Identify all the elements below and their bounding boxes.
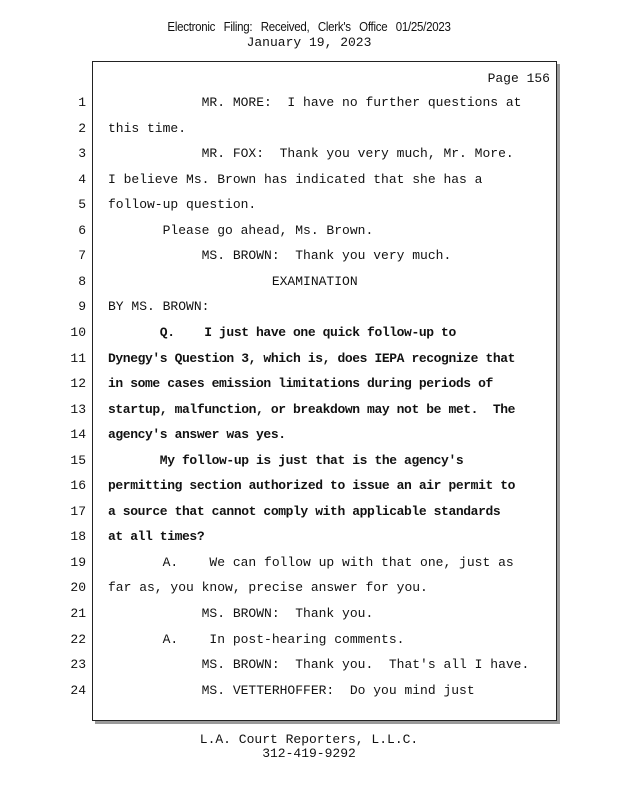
line-number: 14	[70, 427, 86, 442]
footer-phone: 312-419-9292	[262, 746, 356, 761]
line-number: 21	[70, 606, 86, 621]
line-number: 24	[70, 683, 86, 698]
transcript-line: Please go ahead, Ms. Brown.	[108, 223, 374, 238]
line-number: 4	[78, 172, 86, 187]
transcript-line: A. In post-hearing comments.	[108, 632, 405, 647]
line-number: 16	[70, 478, 86, 493]
filing-stamp: Electronic Filing: Received, Clerk's Office 01/25/2023	[167, 20, 451, 34]
line-number: 8	[78, 274, 86, 289]
transcript-line: My follow-up is just that is the agency's	[108, 453, 464, 468]
transcript-line: a source that cannot comply with applicable standards	[108, 504, 501, 519]
line-number: 7	[78, 248, 86, 263]
transcript-line: agency's answer was yes.	[108, 427, 286, 442]
page-number: Page 156	[487, 71, 550, 86]
transcript-line: MS. BROWN: Thank you.	[108, 606, 374, 621]
transcript-line: follow-up question.	[108, 197, 257, 212]
line-number: 19	[70, 555, 86, 570]
line-number: 10	[70, 325, 86, 340]
transcript-line: I believe Ms. Brown has indicated that she has a	[108, 172, 483, 187]
transcript-line: in some cases emission limitations during periods of	[108, 376, 493, 391]
line-number: 23	[70, 657, 86, 672]
footer-company: L.A. Court Reporters, L.L.C.	[199, 732, 419, 747]
line-number: 2	[78, 121, 86, 136]
line-number: 17	[70, 504, 86, 519]
line-number: 6	[78, 223, 86, 238]
transcript-line: Q. I just have one quick follow-up to	[108, 325, 456, 340]
transcript-line: BY MS. BROWN:	[108, 299, 210, 314]
transcript-line: MS. VETTERHOFFER: Do you mind just	[108, 683, 475, 698]
line-number: 5	[78, 197, 86, 212]
line-number: 15	[70, 453, 86, 468]
transcript-line: at all times?	[108, 529, 205, 544]
line-number: 1	[78, 95, 86, 110]
line-number: 3	[78, 146, 86, 161]
transcript-date: January 19, 2023	[246, 35, 372, 50]
transcript-line: MS. BROWN: Thank you very much.	[108, 248, 452, 263]
line-number: 13	[70, 402, 86, 417]
transcript-line: EXAMINATION	[108, 274, 358, 289]
line-number: 11	[70, 351, 86, 366]
line-number: 12	[70, 376, 86, 391]
transcript-line: MR. FOX: Thank you very much, Mr. More.	[108, 146, 514, 161]
transcript-line: MS. BROWN: Thank you. That's all I have.	[108, 657, 530, 672]
line-number: 9	[78, 299, 86, 314]
transcript-line: startup, malfunction, or breakdown may not be met. The	[108, 402, 516, 417]
transcript-line: MR. MORE: I have no further questions at	[108, 95, 522, 110]
line-number: 18	[70, 529, 86, 544]
transcript-line: A. We can follow up with that one, just as	[108, 555, 514, 570]
line-number: 22	[70, 632, 86, 647]
transcript-line: Dynegy's Question 3, which is, does IEPA recognize that	[108, 351, 516, 366]
line-number: 20	[70, 580, 86, 595]
transcript-line: this time.	[108, 121, 187, 136]
transcript-line: permitting section authorized to issue an air permit to	[108, 478, 516, 493]
transcript-line: far as, you know, precise answer for you.	[108, 580, 428, 595]
